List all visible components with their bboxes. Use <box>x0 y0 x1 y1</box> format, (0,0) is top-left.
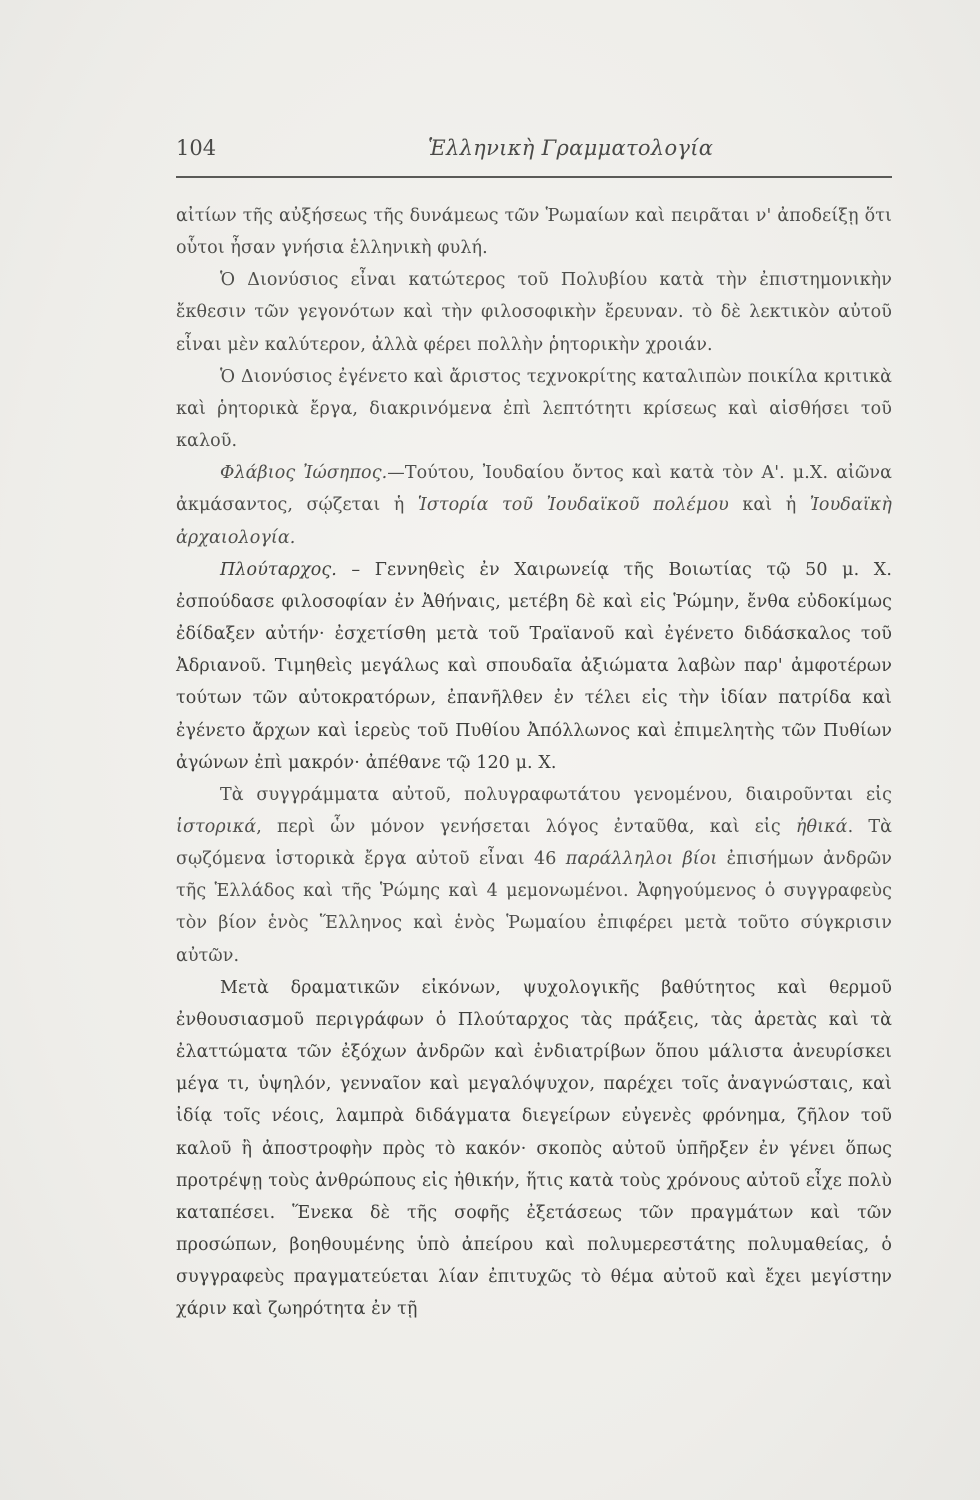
paragraph-dionysius-style <box>176 264 892 360</box>
work-title: παράλληλοι βίοι <box>565 849 718 870</box>
paragraph-text: . Τὰ σῳζόμενα ἱστορικὰ ἔργα αὐτοῦ εἶναι 46 <box>176 816 893 870</box>
paragraph-text: ἐπισήμων ἀνδρῶν τῆς Ἑλλάδος καὶ τῆς Ῥώμης καὶ 4 μεμονωμένοι. Ἀφηγούμενος ὁ συγγραφεὺς τὸν βίον ἑνὸς Ἕλληνος καὶ ἑνὸς Ῥωμαίου ἐπιφέρει μετὰ τοῦτο σύγκρισιν αὐτῶν. <box>176 849 892 966</box>
paragraph-text: καὶ ἡ <box>728 495 810 516</box>
paragraph-plutarch <box>176 554 892 779</box>
paragraph-continuation <box>176 200 892 264</box>
paragraph-text: , περὶ ὧν μόνον γενήσεται λόγος ἐνταῦθα, καὶ εἰς <box>256 816 796 837</box>
paragraph-text: – Γεννηθεὶς ἐν Χαιρωνείᾳ τῆς Βοιωτίας τῷ 50 μ. Χ. ἐσπούδασε φιλοσοφίαν ἐν Ἀθήναις, μετέβη δὲ καὶ εἰς Ῥώμην, ἔνθα εὐδοκίμως ἐδίδαξεν αὐτήν· ἐσχετίσθη μετὰ τοῦ Τραϊανοῦ καὶ ἐγένετο διδάσκαλος τοῦ Ἀδριανοῦ. Τιμηθεὶς μεγάλως καὶ σπουδαῖα ἀξιώματα λαβὼν παρ' ἀμφοτέρων τούτων τῶν αὐτοκρατόρων, ἐπανῆλθεν ἐν τέλει εἰς τὴν ἰδίαν πατρίδα καὶ ἐγένετο ἄρχων καὶ ἱερεὺς τοῦ Πυθίου Ἀπόλλωνος καὶ ἐπιμελητὴς τῶν Πυθίων ἀγώνων ἐπὶ μακρόν· ἀπέθανε τῷ 120 μ. Χ. <box>176 559 892 773</box>
paragraph-josephus <box>176 457 892 553</box>
entry-heading: Φλάβιος Ἰώσηπος. <box>220 463 388 484</box>
paragraph-plutarch-style <box>176 972 892 1326</box>
paragraph-text: Ὁ Διονύσιος εἶναι κατώτερος τοῦ Πολυβίου κατὰ τὴν ἐπιστημονικὴν ἔκθεσιν τῶν γεγονότων καὶ τὴν φιλοσοφικὴν ἔρευναν. τὸ δὲ λεκτικὸν αὐτοῦ εἶναι μὲν καλύτερον, ἀλλὰ φέρει πολλὴν ῥητορικὴν χροιάν. <box>176 270 892 355</box>
paragraph-text: Μετὰ δραματικῶν εἰκόνων, ψυχολογικῆς βαθύτητος καὶ θερμοῦ ἐνθουσιασμοῦ περιγράφων ὁ Πλούταρχος τὰς πράξεις, τὰς ἀρετὰς καὶ τὰ ἐλαττώματα τῶν ἐξόχων ἀνδρῶν καὶ ἐνδιατρίβων ὅπου μάλιστα ἀνευρίσκει μέγα τι, ὑψηλόν, γενναῖον καὶ μεγαλόψυχον, παρέχει τοῖς ἀναγνώσταις, καὶ ἰδίᾳ τοῖς νέοις, λαμπρὰ διδάγματα διεγείρων εὐγενὲς φρόνημα, ζῆλον τοῦ καλοῦ ἢ ἀποστροφὴν πρὸς τὸ κακόν· σκοπὸς αὐτοῦ ὑπῆρξεν ἐν γένει ὅπως προτρέψῃ τοὺς ἀνθρώπους εἰς ἠθικήν, ἥτις κατὰ τοὺς χρόνους αὐτοῦ εἶχε πολὺ καταπέσει. Ἕνεκα δὲ τῆς σοφῆς ἐξετάσεως τῶν πραγμάτων καὶ τῶν προσώπων, βοηθουμένης ὑπὸ ἀπείρου καὶ πολυμερεστάτης πολυμαθείας, ὁ συγγραφεὺς πραγματεύεται λίαν ἐπιτυχῶς τὸ θέμα αὐτοῦ καὶ ἔχει μεγίστην χάριν καὶ ζωηρότητα ἐν τῇ <box>176 977 892 1320</box>
paragraph-text: —Τούτου, Ἰουδαίου ὄντος καὶ κατὰ τὸν Α'. μ.Χ. αἰῶνα ἀκμάσαντος, σῴζεται ἡ <box>176 463 893 516</box>
paragraph-text: αἰτίων τῆς αὐξήσεως τῆς δυνάμεως τῶν Ῥωμαίων καὶ πειρᾶται ν' ἀποδείξῃ ὅτι οὗτοι ἦσαν γνήσια ἑλληνικὴ φυλή. <box>176 206 892 259</box>
paragraph-dionysius-critic <box>176 361 892 457</box>
running-title: Ἑλληνικὴ Γραμματολογία <box>428 136 714 160</box>
work-title: ἠθικά <box>795 816 848 837</box>
header-rule <box>176 176 892 178</box>
body-text <box>176 200 892 1325</box>
page-header <box>176 136 892 170</box>
entry-heading: Πλούταρχος. <box>220 559 337 580</box>
paragraph-plutarch-works <box>176 779 892 972</box>
paragraph-text: Τὰ συγγράμματα αὐτοῦ, πολυγραφωτάτου γενομένου, διαιροῦνται εἰς <box>220 784 892 805</box>
work-title: Ἰουδαϊκὴ ἀρχαιολογία. <box>176 495 892 548</box>
work-title: ἱστορικά <box>176 816 257 837</box>
work-title: Ἱστορία τοῦ Ἰουδαϊκοῦ πολέμου <box>417 495 729 516</box>
paragraph-text: Ὁ Διονύσιος ἐγένετο καὶ ἄριστος τεχνοκρίτης καταλιπὼν ποικίλα κριτικὰ καὶ ῥητορικὰ ἔργα, διακρινόμενα ἐπὶ λεπτότητι κρίσεως καὶ αἰσθήσει τοῦ καλοῦ. <box>176 366 892 452</box>
page-number: 104 <box>176 136 217 160</box>
